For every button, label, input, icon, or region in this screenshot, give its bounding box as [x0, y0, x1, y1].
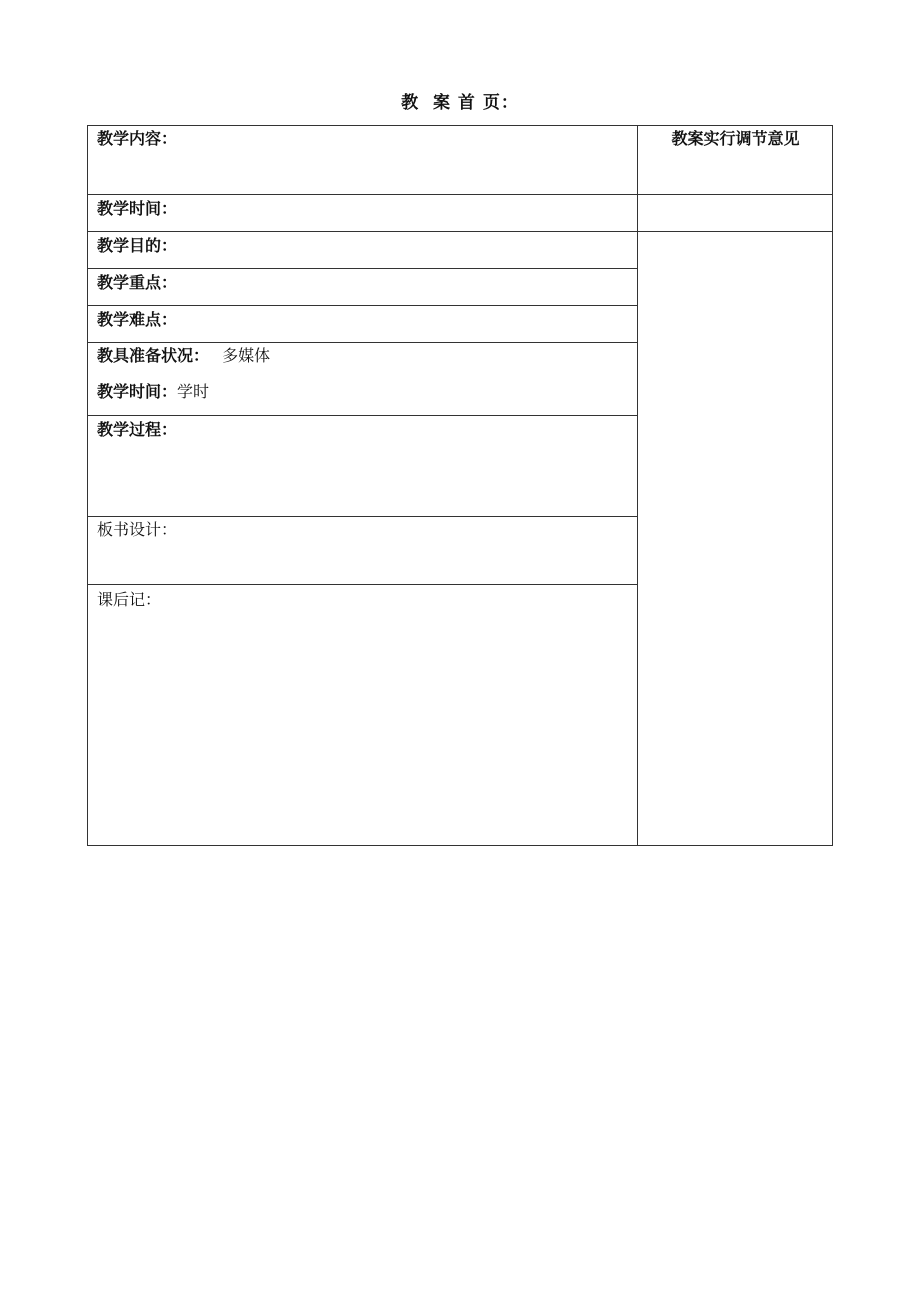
class-hours-value: 学时: [177, 382, 210, 401]
teaching-tools-value: 多媒体: [222, 346, 271, 365]
table-frame: [87, 125, 833, 846]
row-divider: [87, 516, 638, 517]
teaching-goal-label: 教学目的：: [97, 236, 178, 255]
column-divider: [637, 125, 638, 846]
teaching-process-row: [97, 420, 177, 440]
row-divider: [87, 305, 638, 306]
teaching-process-label: 教学过程：: [97, 420, 178, 439]
after-class-notes-label: 课后记：: [97, 590, 162, 609]
difficulties-label: 教学难点：: [97, 310, 178, 329]
teaching-content-row: [97, 129, 177, 149]
difficulties-row: [97, 310, 177, 330]
row-divider: [87, 268, 638, 269]
class-hours-label: 教学时间：: [97, 382, 178, 401]
key-points-row: [97, 273, 177, 293]
page-title: 教 案 首 页：: [401, 93, 519, 113]
row-divider: [87, 194, 833, 195]
teaching-tools-label: 教具准备状况：: [97, 346, 210, 365]
row-divider: [87, 584, 638, 585]
key-points-label: 教学重点：: [97, 273, 178, 292]
row-divider: [87, 415, 638, 416]
board-design-label: 板书设计：: [97, 520, 178, 539]
teaching-tools-row: [97, 346, 270, 366]
row-divider: [87, 342, 638, 343]
teaching-time-row: [97, 199, 177, 219]
teaching-time-label: 教学时间：: [97, 199, 178, 218]
row-divider: [87, 231, 833, 232]
class-hours-row: [97, 382, 209, 402]
after-class-notes-row: [97, 590, 161, 610]
teaching-goal-row: [97, 236, 177, 256]
board-design-row: [97, 520, 177, 540]
teaching-content-label: 教学内容：: [97, 129, 178, 148]
adjustment-opinion-header: 教案实行调节意见: [671, 129, 800, 148]
